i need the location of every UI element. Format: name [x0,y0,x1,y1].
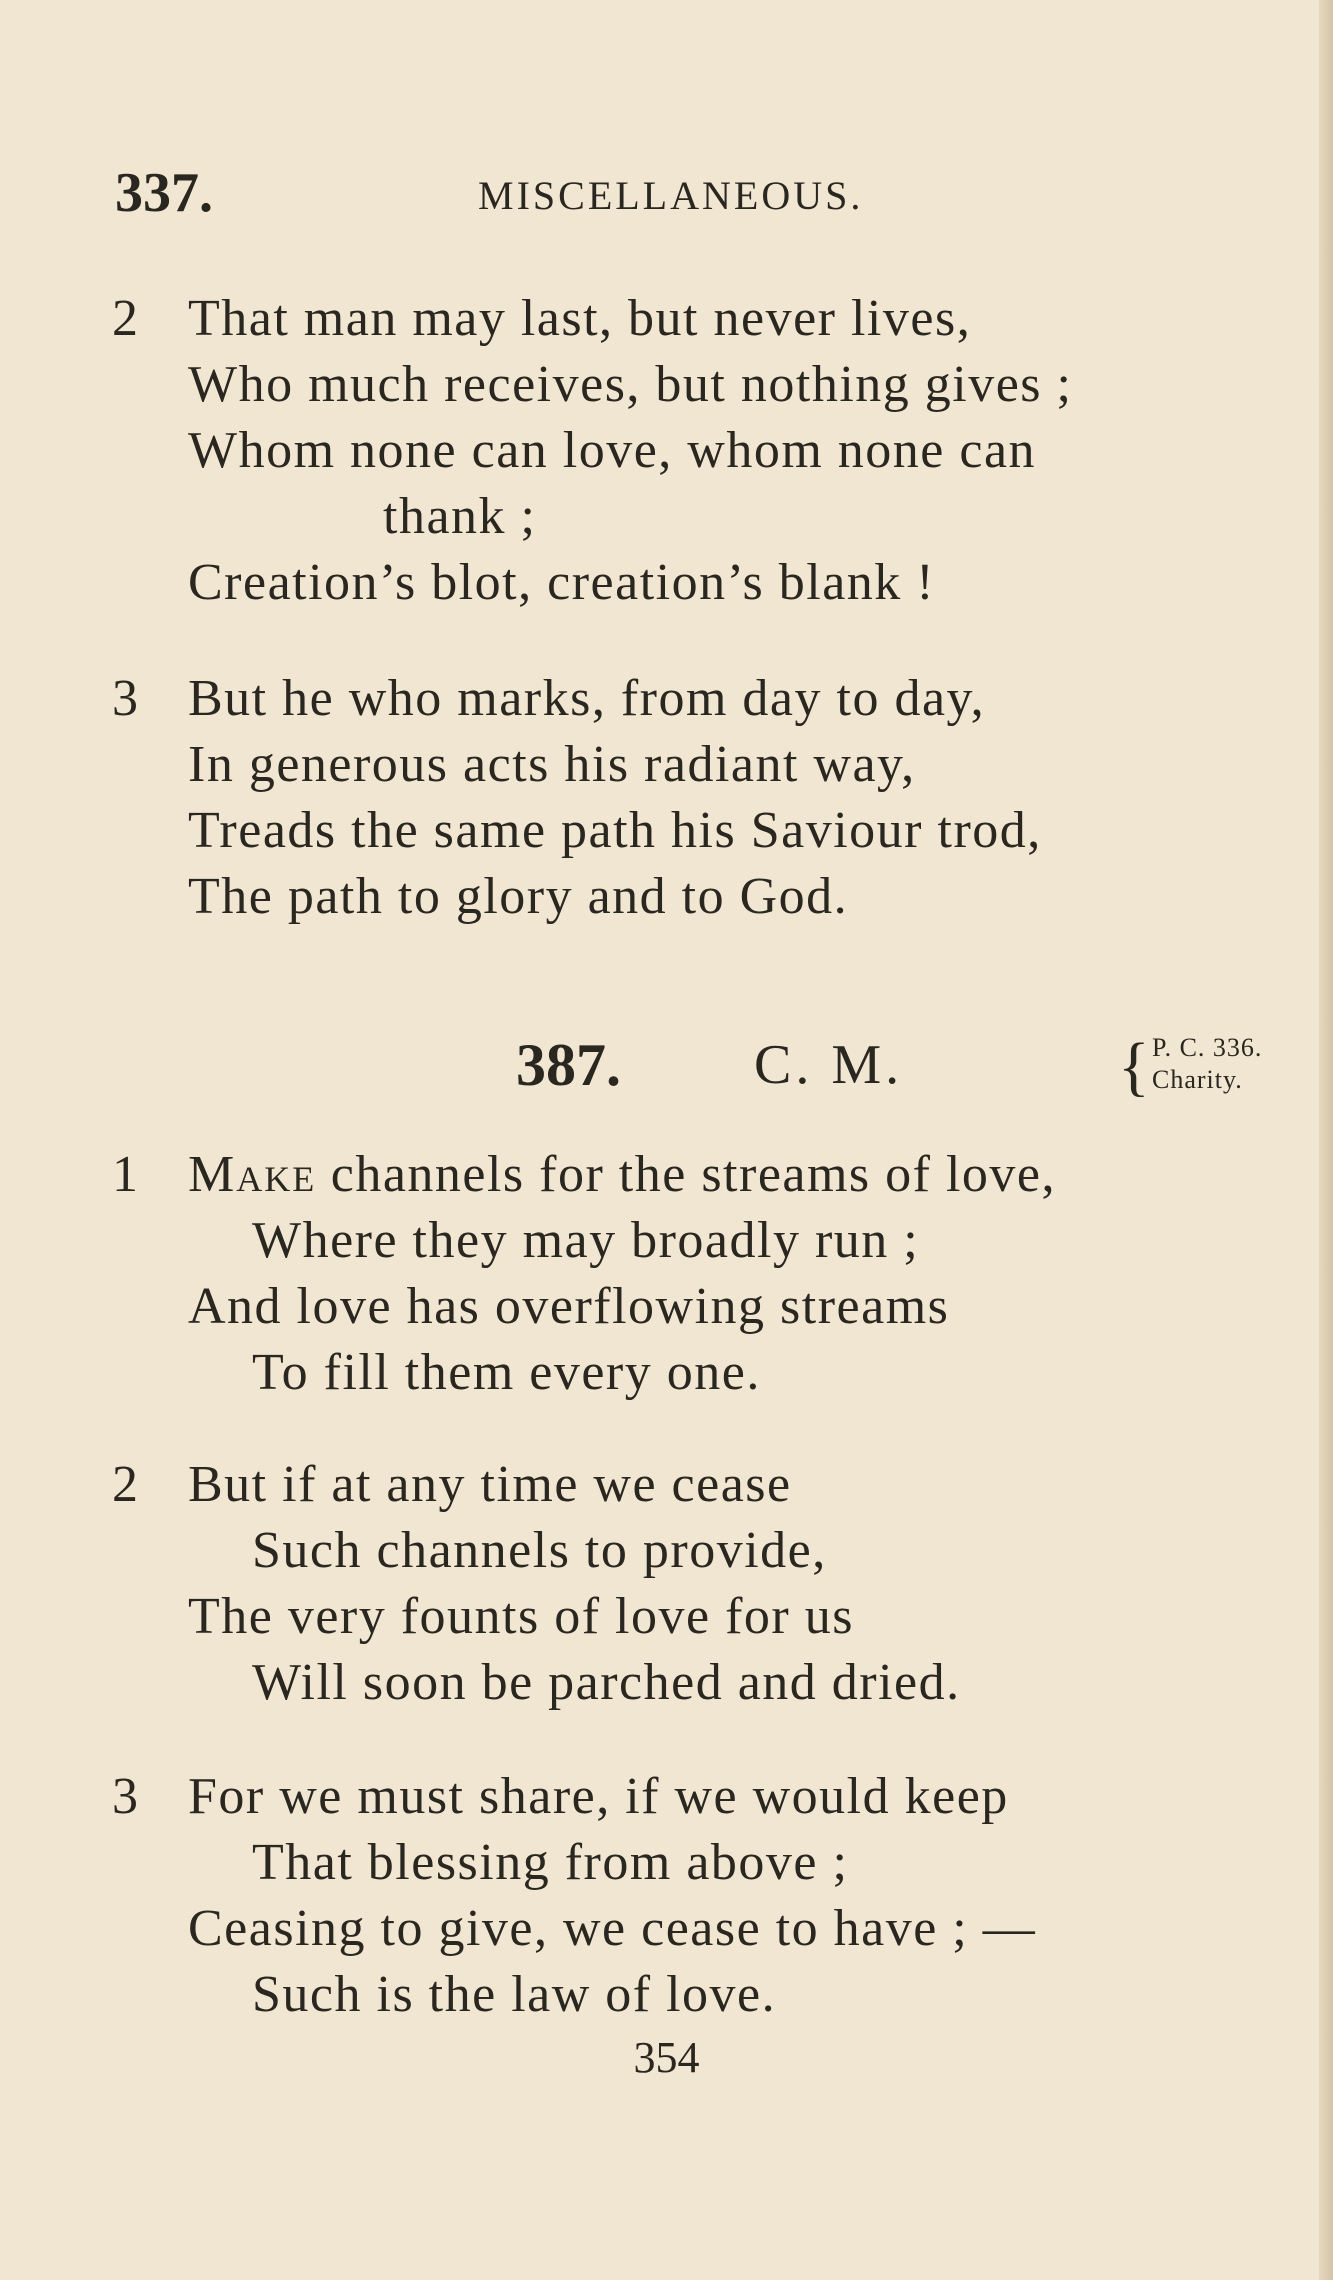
verse-line: That blessing from above ; [252,1834,849,1891]
verse-line: Will soon be parched and dried. [252,1654,961,1711]
hymn-stanza-3 [0,1764,1333,2028]
reference-number: P. C. 336. [1152,1033,1263,1062]
verse-line: That man may last, but never lives, [188,290,972,347]
verse-line: Treads the same path his Saviour trod, [188,802,1042,859]
header-title: MISCELLANEOUS. [478,173,864,218]
verse-line: But if at any time we cease [188,1456,792,1513]
stanza-number: 2 [112,290,138,347]
tune-name: Charity. [1152,1065,1243,1094]
verse-line: Who much receives, but nothing gives ; [188,356,1073,413]
verse-line: In generous acts his radiant way, [188,736,916,793]
stanza-number: 1 [112,1146,138,1203]
stanza-number: 2 [112,1456,138,1513]
verse-line-first [188,1142,1333,1208]
verse-line: Such channels to provide, [252,1522,827,1579]
first-word: Make [188,1146,317,1203]
verse-line: Where they may broadly run ; [252,1212,920,1269]
verse-line: But he who marks, from day to day, [188,670,986,727]
verse-line: Whom none can love, whom none can [188,422,1037,479]
hymn-number: 387. [516,1032,621,1098]
running-header [0,158,1333,228]
verse-line: The path to glory and to God. [188,868,849,925]
verse-line: Such is the law of love. [252,1966,777,2023]
header-number: 337. [115,162,213,224]
stanza-number: 3 [112,1768,138,1825]
hymn-reference [1152,1032,1262,1096]
hymn-heading [0,1022,1333,1112]
verse-line: thank ; [383,488,537,545]
verse-line: Creation’s blot, creation’s blank ! [188,554,936,611]
prev-stanza-2 [0,286,1333,616]
page-number: 354 [633,2033,700,2082]
hymn-stanza-1 [0,1142,1333,1406]
verse-line: To fill them every one. [252,1344,761,1401]
verse-line: For we must share, if we would keep [188,1768,1009,1825]
verse-line: And love has overflowing streams [188,1278,950,1335]
hymn-meter: C. M. [754,1034,904,1096]
prev-stanza-3 [0,666,1333,930]
reference-brace: { [1118,1030,1150,1103]
first-line-rest: channels for the streams of love, [316,1146,1057,1203]
verse-line: Ceasing to give, we cease to have ; — [188,1900,1037,1957]
verse-line: The very founts of love for us [188,1588,854,1645]
stanza-number: 3 [112,670,138,727]
hymn-stanza-2 [0,1452,1333,1716]
